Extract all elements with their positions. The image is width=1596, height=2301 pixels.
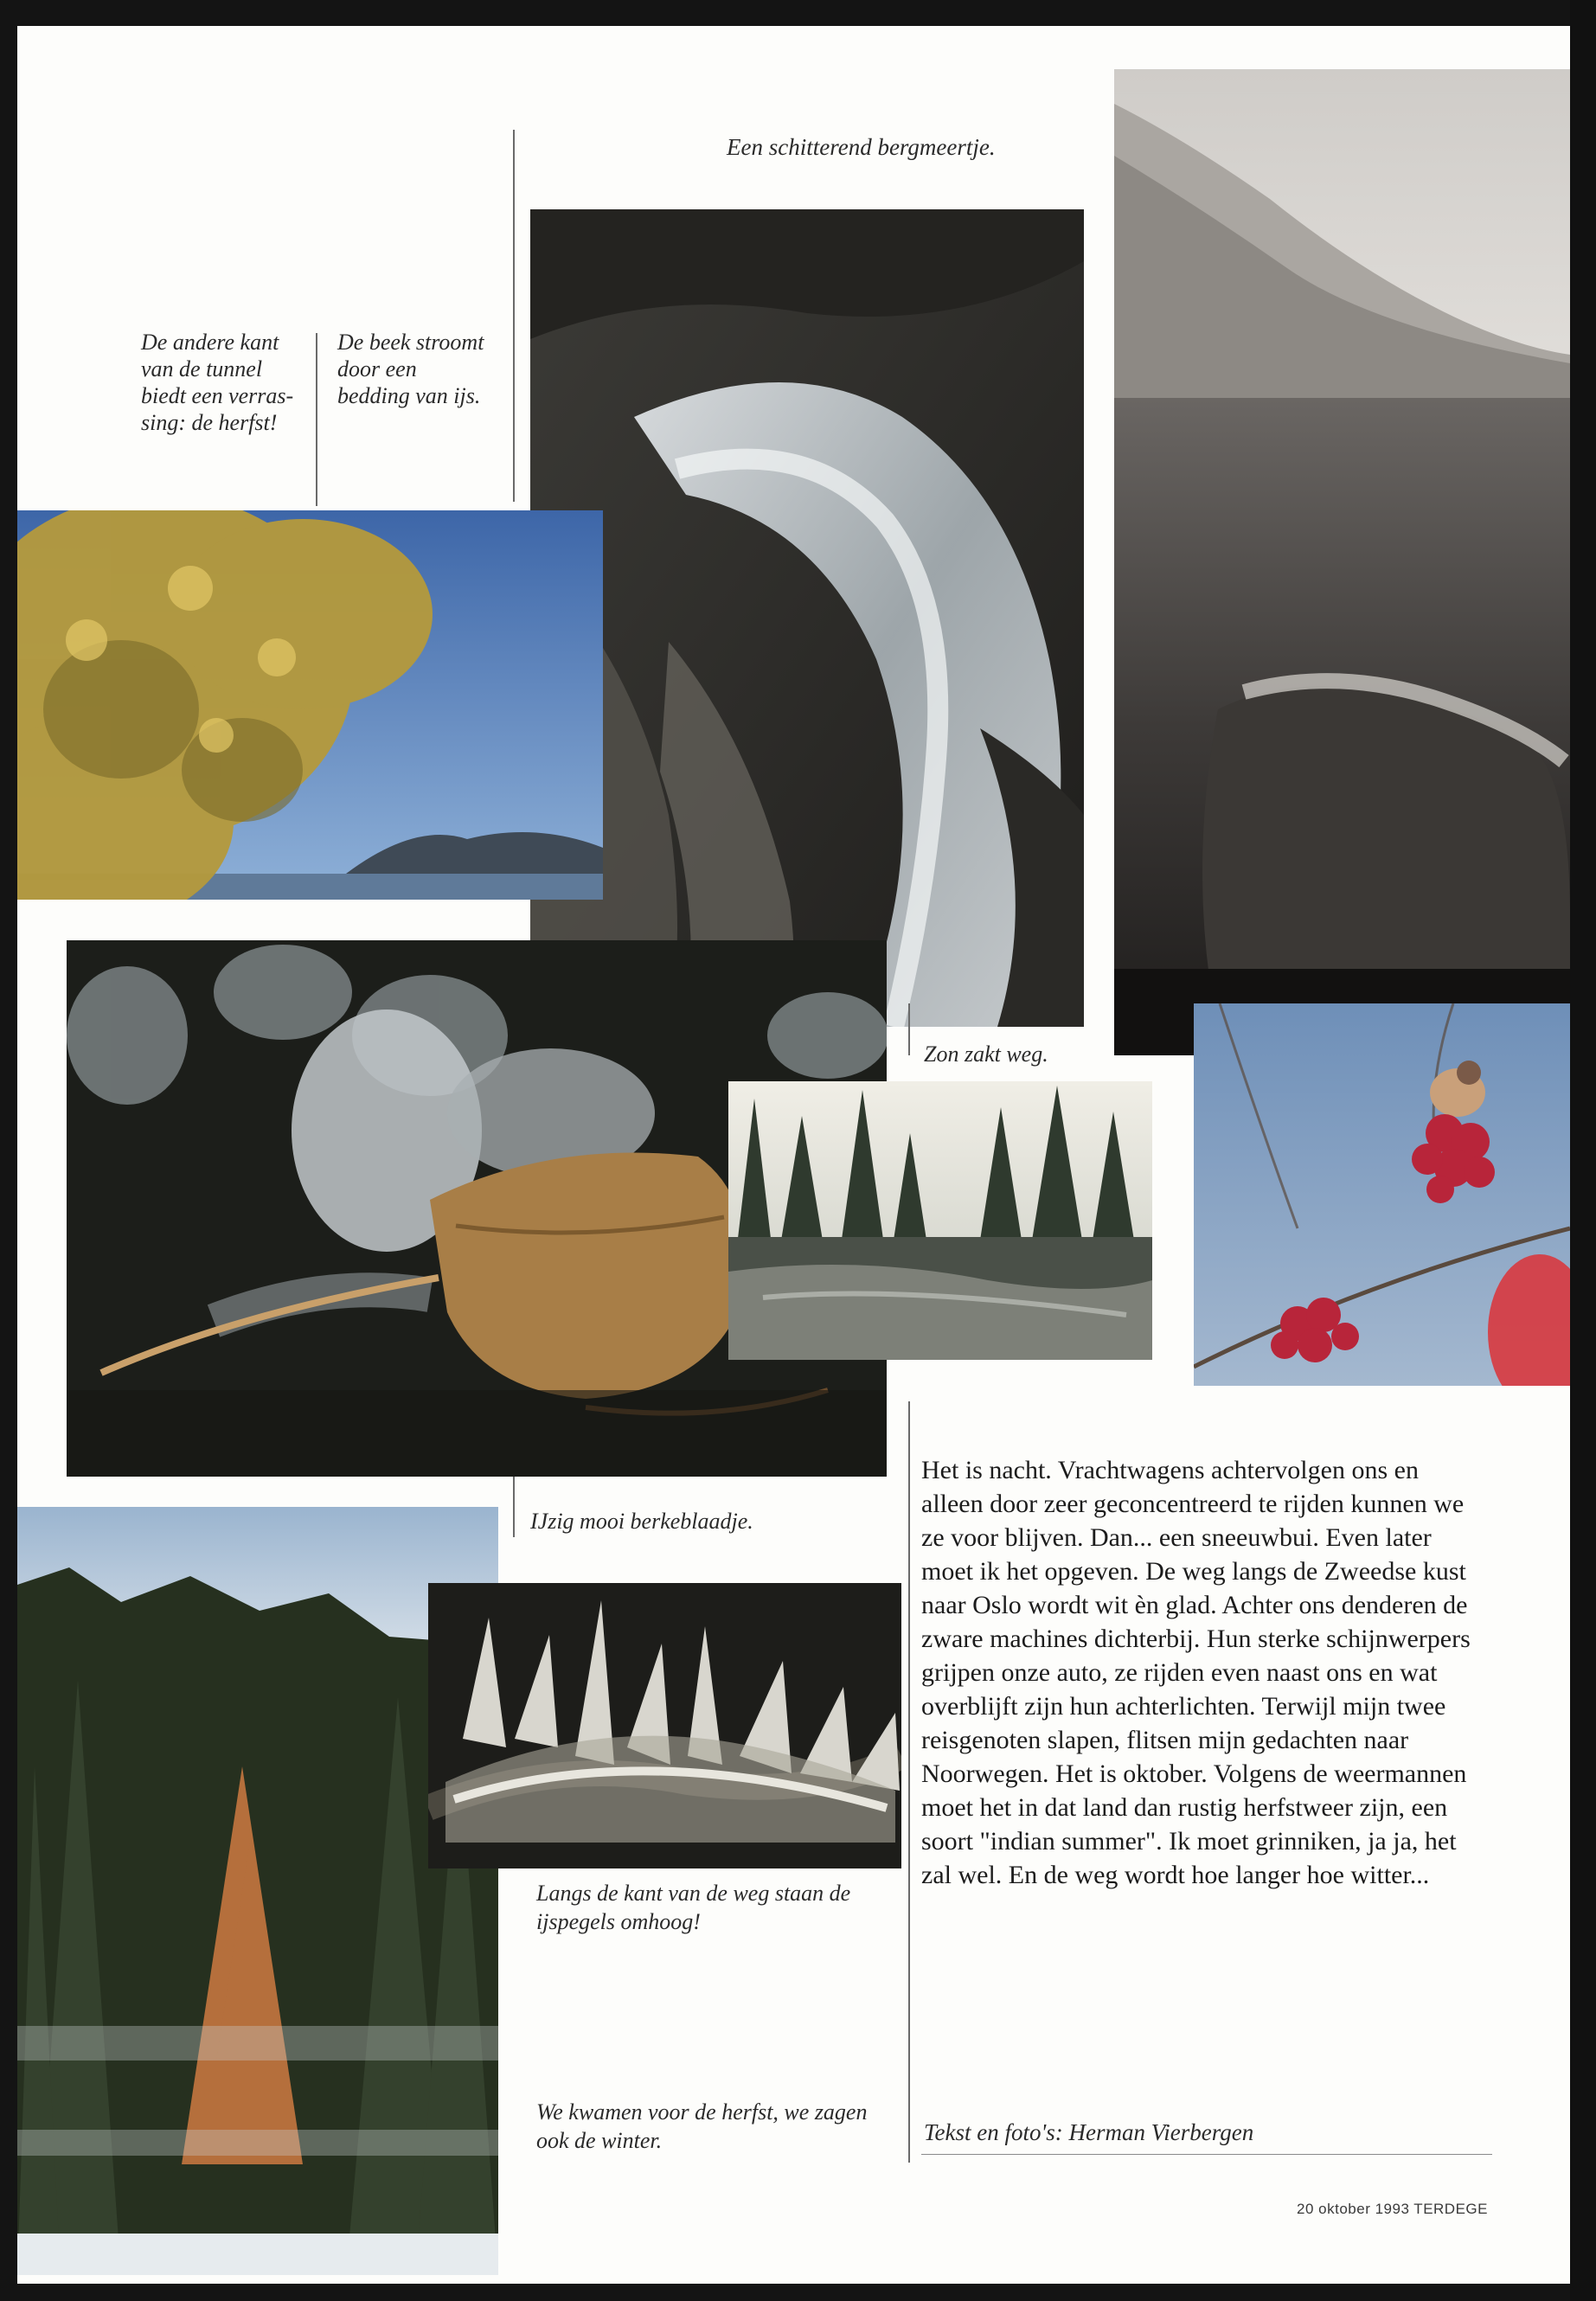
caption-icicles: Langs de kant van de weg staan de ijspegels omhoog! [536,1881,851,1934]
photo-icicles [428,1583,901,1868]
photo-winter-forest [17,1507,498,2275]
caption-leaf: IJzig mooi berkeblaadje. [530,1509,753,1534]
caption-winter: We kwamen voor de herfst, we zagen ook de winter. [536,2099,868,2153]
photo-mountain-lake [1114,69,1570,1055]
photo-bird-berries [1194,1003,1570,1386]
column-rule [908,1401,910,2163]
photo-forest-sunset [728,1081,1152,1360]
column-rule [908,1003,910,1055]
magazine-page [17,26,1570,2284]
photo-autumn-tree [17,510,603,900]
article-credit: Tekst en foto's: Herman Vierbergen [924,2119,1254,2145]
page-edge [1570,0,1596,2301]
page-footer: 20 oktober 1993 TERDEGE [1297,2201,1488,2217]
photo-ice-stream [530,209,1084,1027]
article-body: Het is nacht. Vrachtwagens achtervolgen ons en alleen door zeer geconcentreerd te rijden kunnen we ze voor blijven. Dan... een sneeuwbui. Even later moet ik het opgeven. De weg langs de Zweedse kust naar Oslo wordt wit èn glad. Achter ons denderen de zware machines dichterbij. Hun sterke schijnwerpers grijpen onze auto, ze rijden even naast ons en wat overblijft zijn hun achterlichten. Terwijl mijn twee reisgenoten slapen, flitsen mijn gedachten naar Noorwegen. Het is oktober. Volgens de weermannen moet het in dat land dan rustig herfstweer zijn, een soort "indian summer". Ik moet grinniken, ja ja, het zal wel. En de weg wordt hoe langer hoe witter... [921,1456,1471,1889]
column-rule [513,1477,515,1537]
credit-underline [921,2154,1492,2155]
caption-sunset: Zon zakt weg. [924,1042,1048,1067]
column-rule [316,333,317,506]
column-rule [513,130,515,502]
caption-stream: De beek stroomt door een bedding van ijs. [337,330,484,408]
caption-lake: Een schitterend bergmeertje. [727,134,996,160]
caption-tunnel: De andere kant van de tunnel biedt een verras-sing: de herfst! [141,330,294,435]
